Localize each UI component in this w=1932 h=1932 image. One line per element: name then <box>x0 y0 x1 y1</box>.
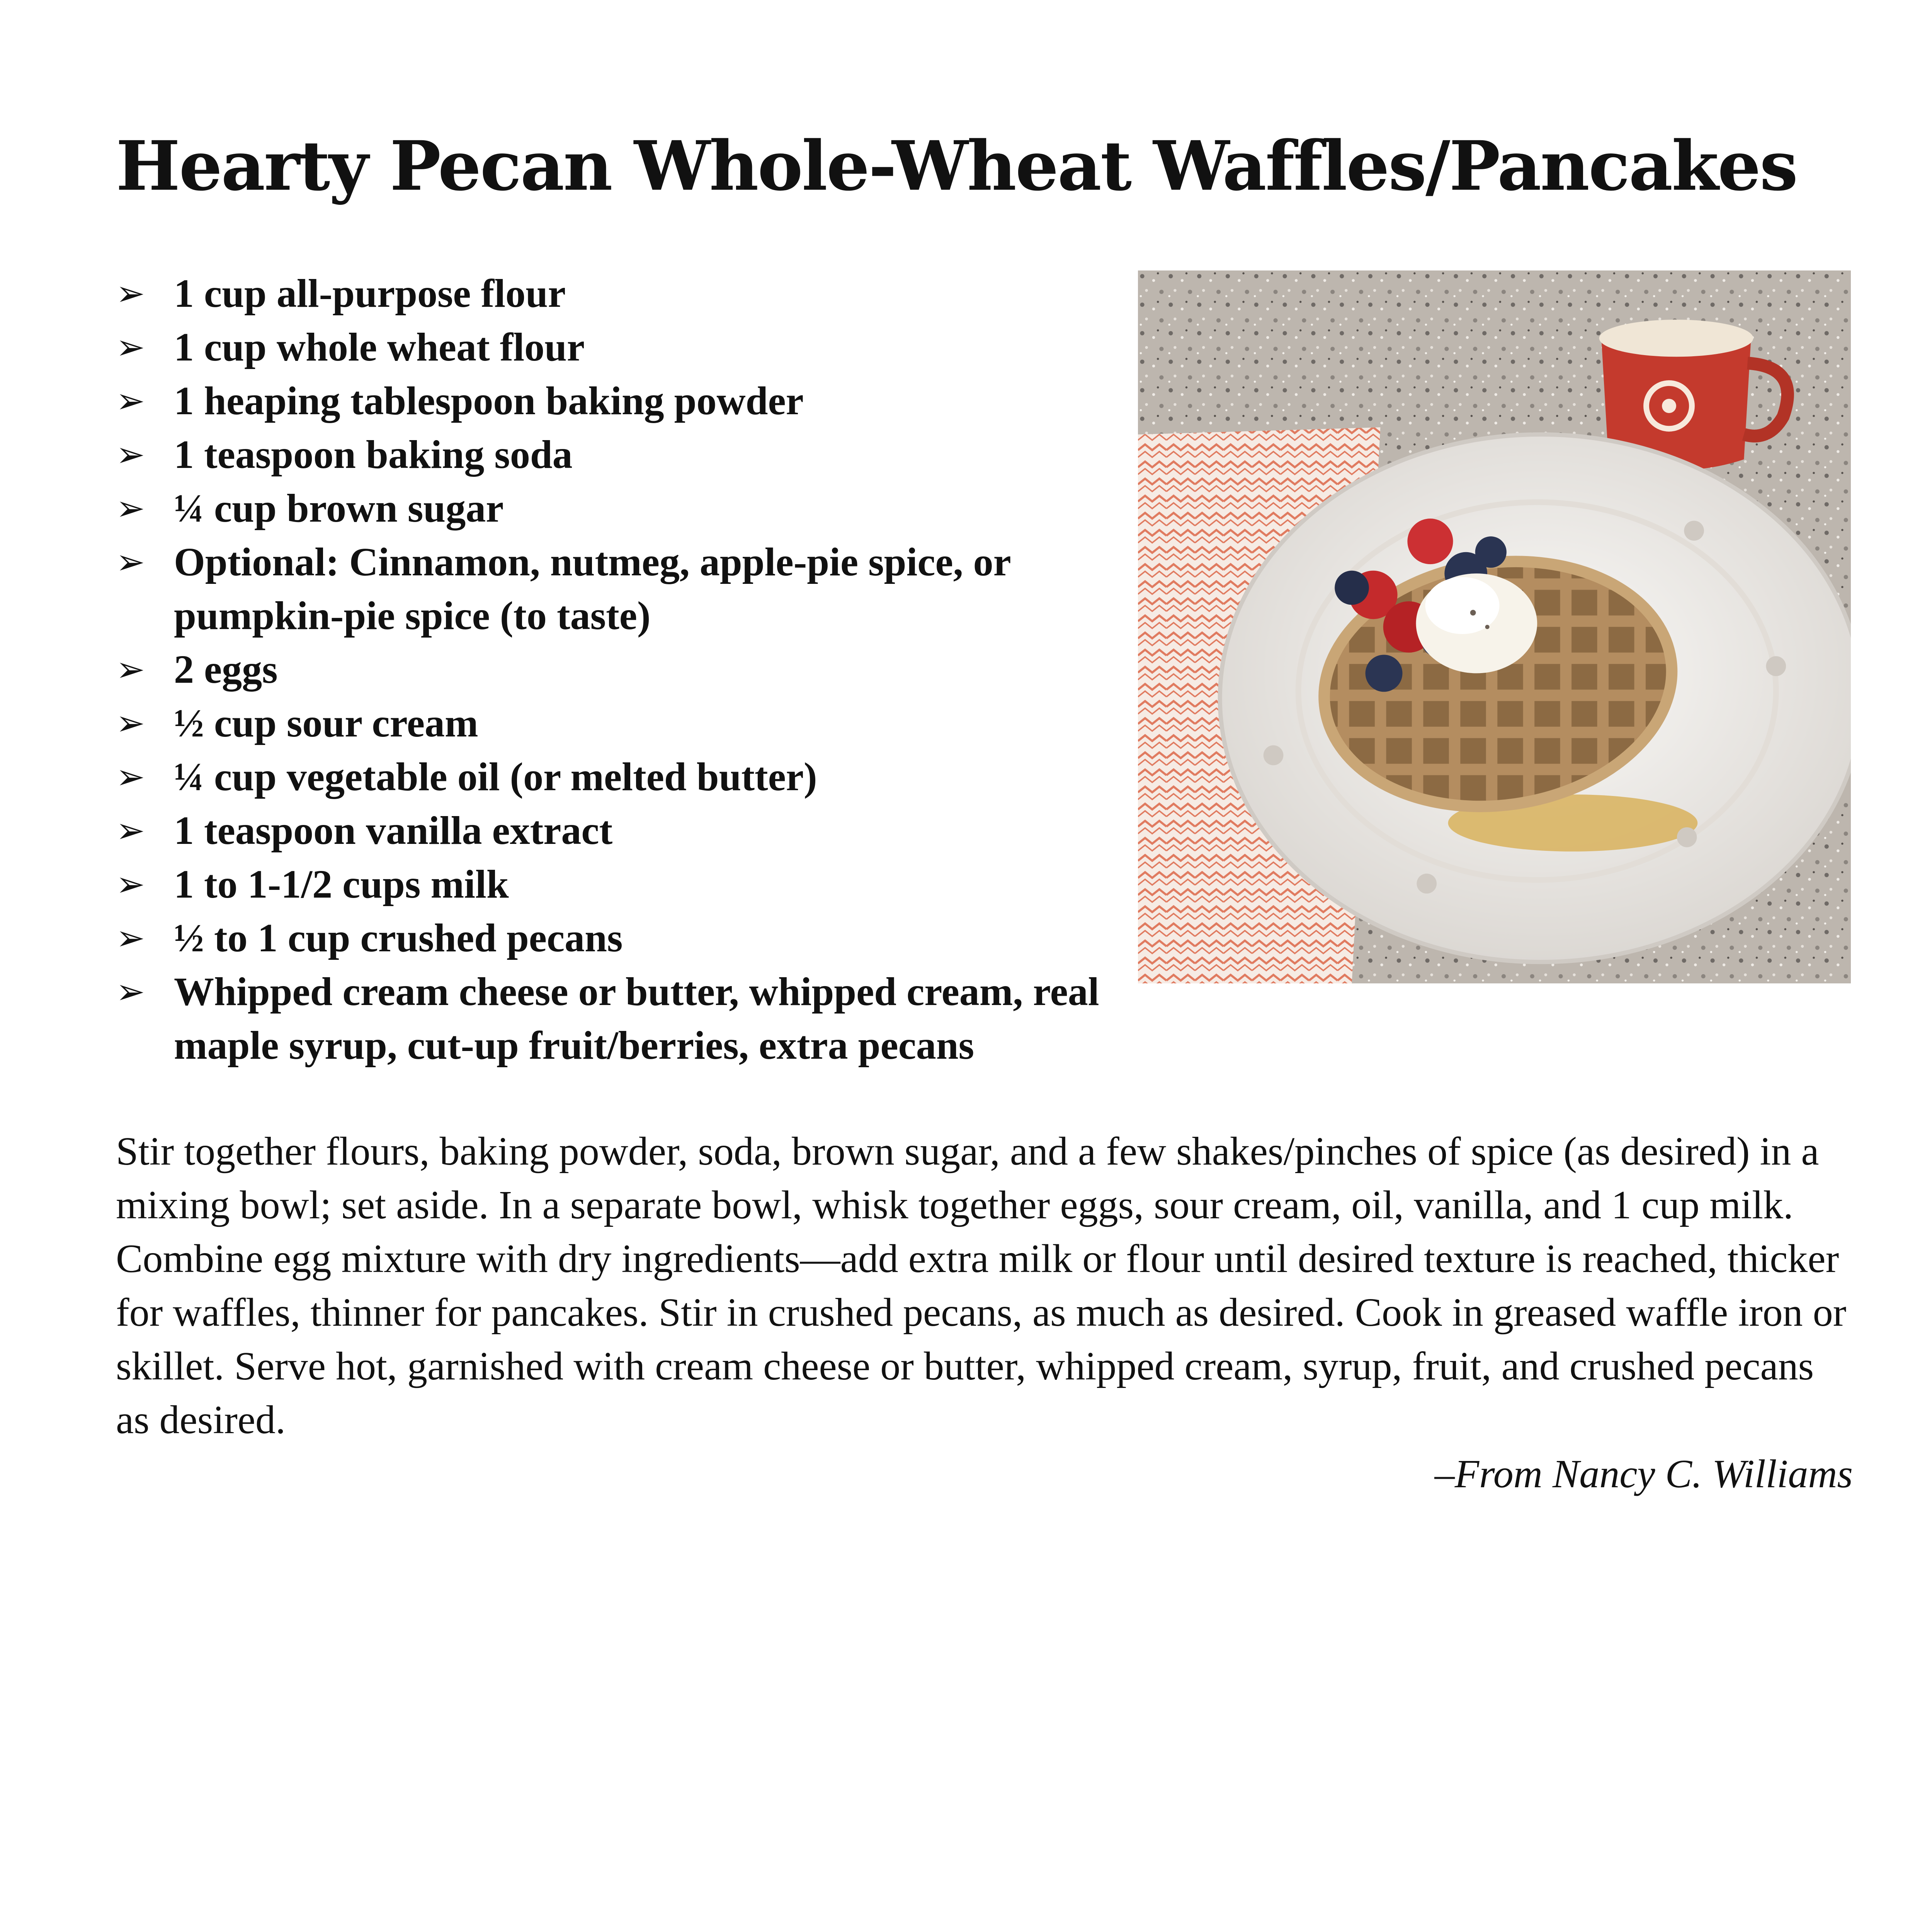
arrow-bullet-icon: ➢ <box>116 810 145 851</box>
ingredient-item <box>116 267 1128 320</box>
ingredient-item <box>116 804 1128 857</box>
arrow-bullet-icon: ➢ <box>116 327 145 367</box>
arrow-bullet-icon: ➢ <box>116 757 145 797</box>
ingredient-text: 1 heaping tablespoon baking powder <box>174 379 804 423</box>
ingredient-text: 1 teaspoon baking soda <box>174 432 573 477</box>
ingredient-text: 2 eggs <box>174 647 278 692</box>
arrow-bullet-icon: ➢ <box>116 434 145 475</box>
ingredient-item <box>116 643 1128 696</box>
ingredient-text: 1 cup all-purpose flour <box>174 271 566 316</box>
arrow-bullet-icon: ➢ <box>116 381 145 421</box>
ingredient-item <box>116 535 1128 643</box>
ingredient-text: 1 to 1-1/2 cups milk <box>174 862 509 906</box>
ingredient-list <box>116 267 1128 1072</box>
ingredient-text: ½ to 1 cup crushed pecans <box>174 916 623 960</box>
ingredient-item <box>116 911 1128 965</box>
arrow-bullet-icon: ➢ <box>116 542 145 582</box>
ingredient-text: Optional: Cinnamon, nutmeg, apple-pie spice, or pumpkin-pie spice (to taste) <box>174 540 1010 638</box>
ingredient-item <box>116 750 1128 804</box>
instructions-paragraph: Stir together flours, baking powder, soda, brown sugar, and a few shakes/pinches of spice (as desired) in a mixing bowl; set aside. In a separate bowl, whisk together eggs, sour cream, oil, vanilla, and 1 cup milk. Combine egg mixture with dry ingredients—add extra milk or flour until desired texture is reached, thicker for waffles, thinner for pancakes. Stir in crushed pecans, as much as desired. Cook in greased waffle iron or skillet. Serve hot, garnished with cream cheese or butter, whipped cream, syrup, fruit, and crushed pecans as desired. <box>116 1129 1847 1442</box>
ingredient-text: ¼ cup brown sugar <box>174 486 504 531</box>
arrow-bullet-icon: ➢ <box>116 971 145 1012</box>
arrow-bullet-icon: ➢ <box>116 649 145 690</box>
arrow-bullet-icon: ➢ <box>116 273 145 314</box>
arrow-bullet-icon: ➢ <box>116 703 145 743</box>
ingredient-item <box>116 481 1128 535</box>
ingredient-item <box>116 965 1128 1072</box>
ingredient-item <box>116 374 1128 428</box>
ingredient-item <box>116 320 1128 374</box>
ingredient-item <box>116 428 1128 481</box>
ingredient-item <box>116 696 1128 750</box>
ingredient-text: 1 teaspoon vanilla extract <box>174 808 613 853</box>
attribution: –From Nancy C. Williams <box>1434 1452 1853 1496</box>
ingredient-text: ½ cup sour cream <box>174 701 478 745</box>
ingredient-text: 1 cup whole wheat flour <box>174 325 585 369</box>
arrow-bullet-icon: ➢ <box>116 864 145 905</box>
ingredient-text: ¼ cup vegetable oil (or melted butter) <box>174 755 817 799</box>
arrow-bullet-icon: ➢ <box>116 918 145 958</box>
page-title: Hearty Pecan Whole-Wheat Waffles/Pancakes <box>116 126 1797 206</box>
ingredient-text: Whipped cream cheese or butter, whipped cream, real maple syrup, cut-up fruit/berries, extra pecans <box>174 969 1099 1068</box>
arrow-bullet-icon: ➢ <box>116 488 145 529</box>
ingredient-item <box>116 857 1128 911</box>
cream-dollop-icon <box>1416 573 1537 673</box>
waffle-photo <box>1138 270 1851 983</box>
